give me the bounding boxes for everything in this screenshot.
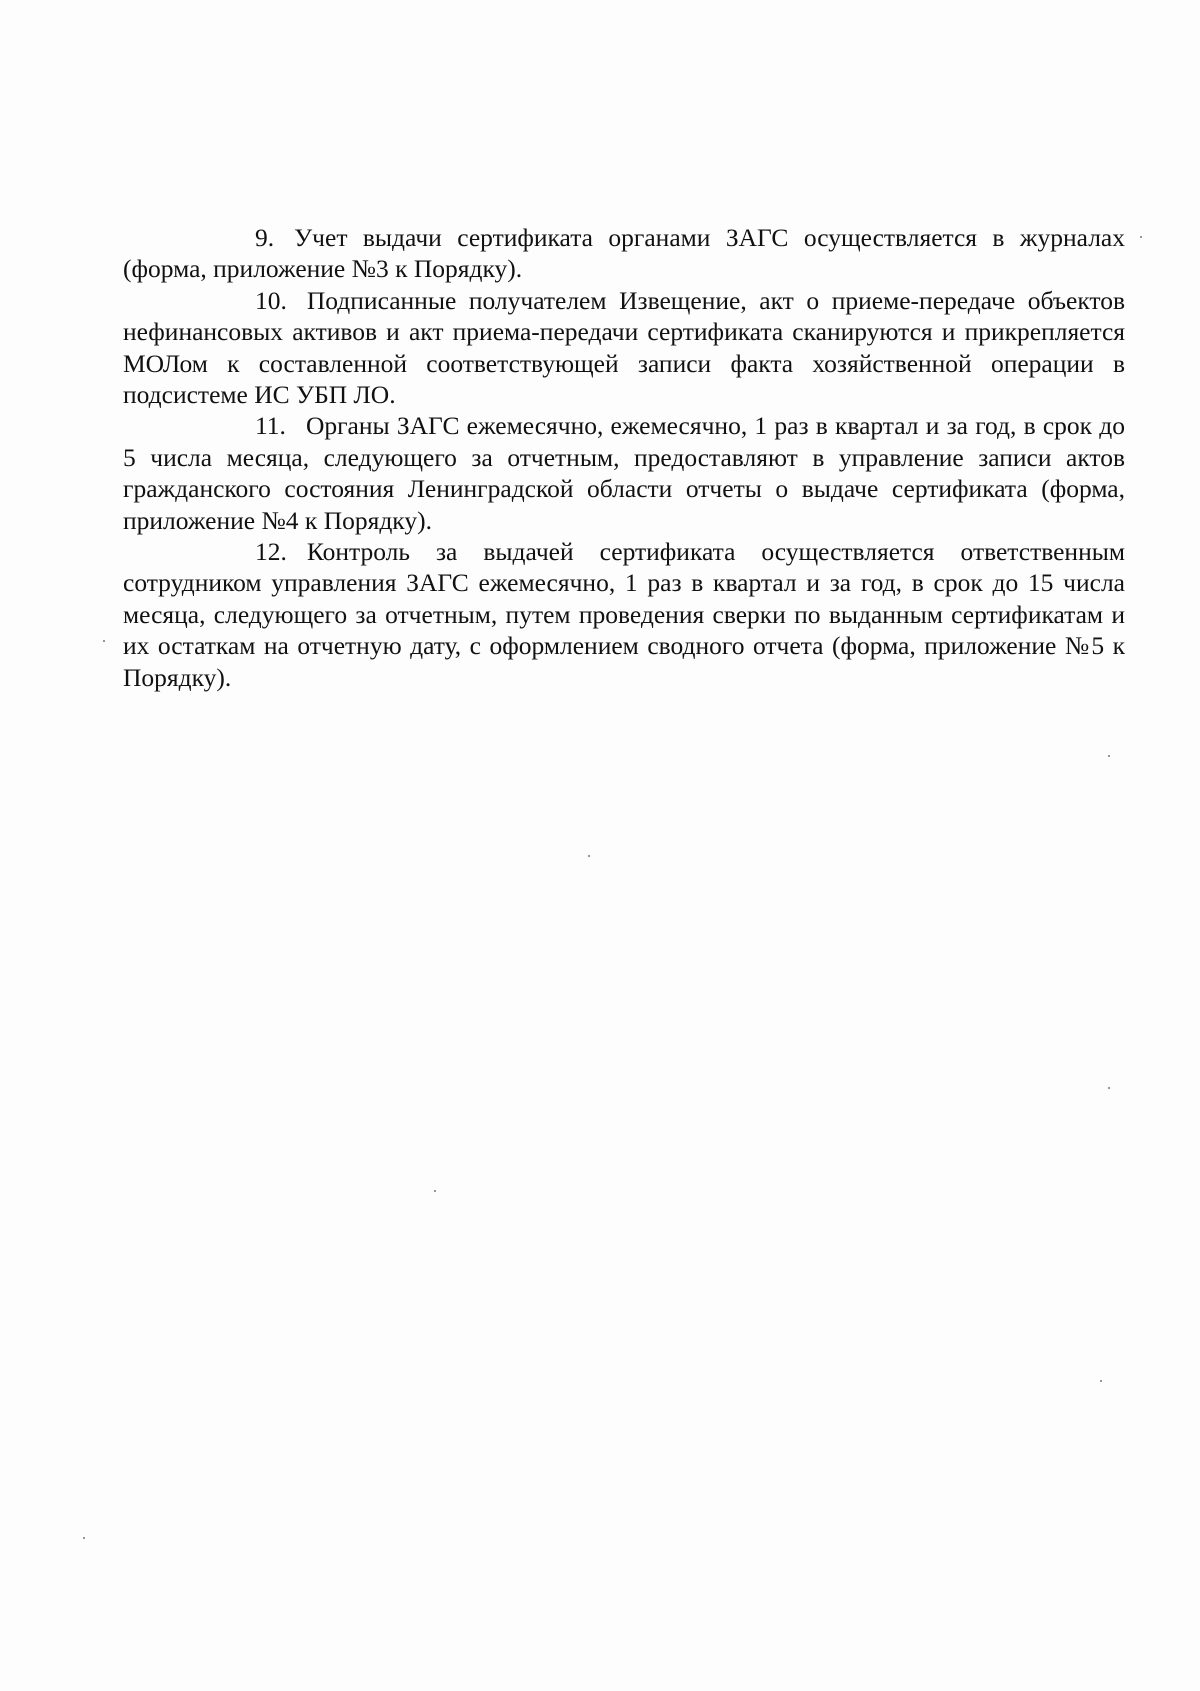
paragraph-11: [123, 410, 1125, 536]
paragraph-10: [123, 285, 1125, 411]
scan-speck: [1108, 1087, 1110, 1089]
paragraph-text: Органы ЗАГС ежемесячно, ежемесячно, 1 раз в квартал и за год, в срок до 5 числа месяца, следующего за отчетным, предоставляют в управление записи актов гражданского состояния Ленинградской области отчеты о выдаче сертификата (форма, приложение №4 к Порядку).: [123, 411, 1125, 535]
document-body: [123, 222, 1125, 693]
paragraph-number: 10.: [255, 285, 287, 315]
paragraph-12: [123, 536, 1125, 693]
paragraph-text: Учет выдачи сертификата органами ЗАГС осуществляется в журналах (форма, приложение №3 к Порядку).: [123, 223, 1125, 284]
scan-speck: [1100, 1380, 1102, 1382]
scan-speck: [83, 1537, 85, 1539]
paragraph-number: 12.: [255, 537, 287, 567]
scan-speck: [103, 640, 105, 642]
paragraph-number: 11.: [255, 411, 286, 441]
paragraph-text: Подписанные получателем Извещение, акт о приеме-передаче объектов нефинансовых активов и акт приема-передачи сертификата сканируются и прикрепляется МОЛом к составленной соответствующей записи факта хозяйственной операции в подсистеме ИС УБП ЛО.: [123, 285, 1125, 410]
scan-speck: [588, 855, 590, 857]
scan-speck: [1140, 236, 1142, 238]
paragraph-number: 9.: [255, 223, 275, 252]
paragraph-9: [123, 222, 1125, 285]
paragraph-text: Контроль за выдачей сертификата осуществляется ответственным сотрудником управления ЗАГС ежемесячно, 1 раз в квартал и за год, в срок до 15 числа месяца, следующего за отчетным, путем проведения сверки по выданным сертификатам и их остаткам на отчетную дату, с оформлением сводного отчета (форма, приложение №5 к Порядку).: [123, 537, 1125, 692]
scan-speck: [1108, 755, 1110, 757]
scan-speck: [434, 1190, 436, 1192]
